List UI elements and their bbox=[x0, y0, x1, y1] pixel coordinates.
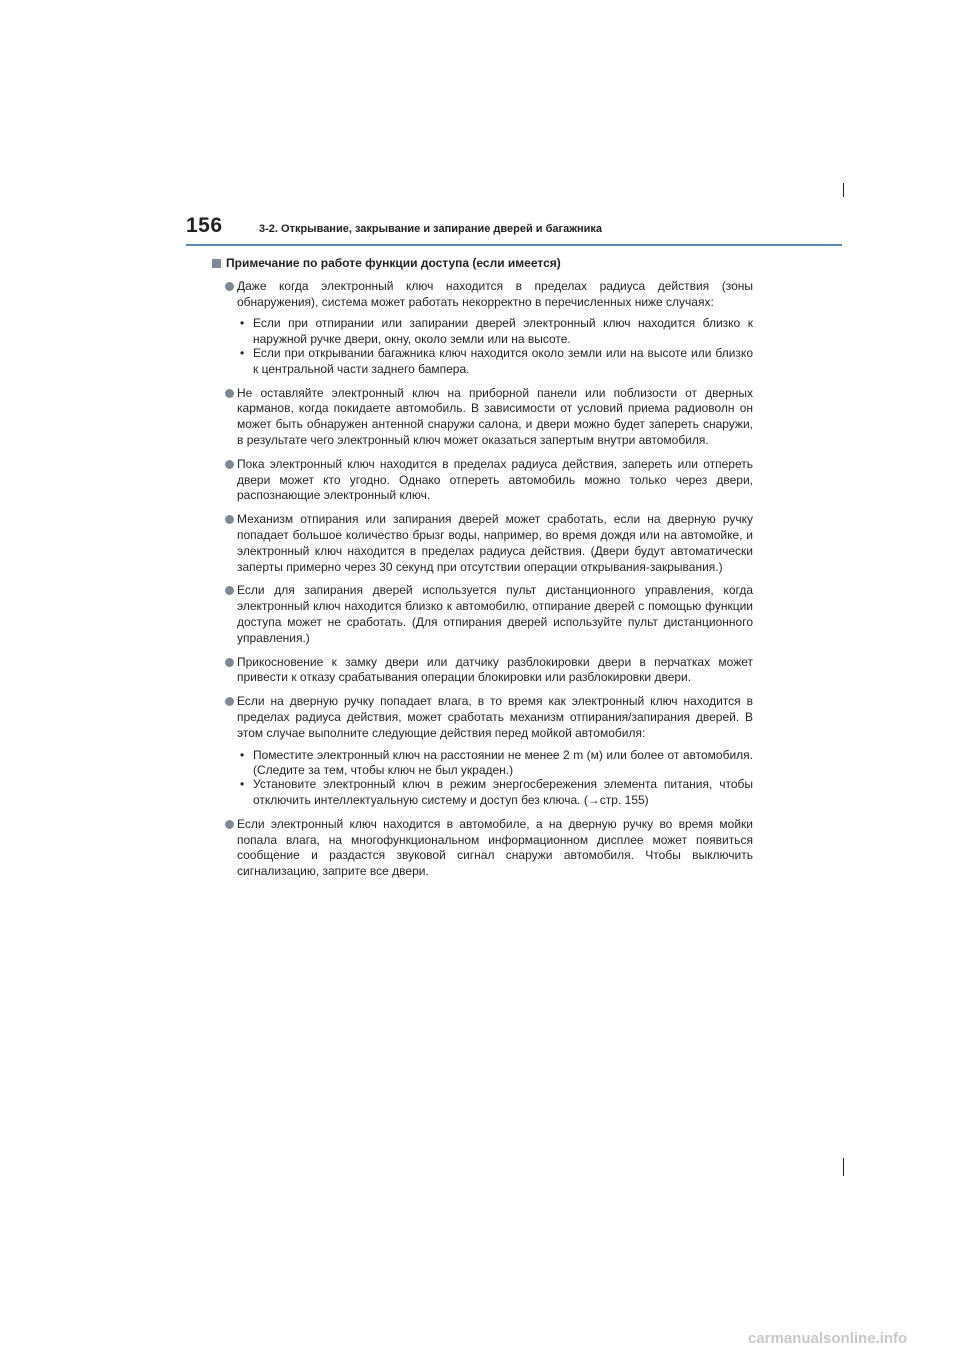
paragraph-text: Если на дверную ручку попадает влага, в то время как электронный ключ находится в пределах радиуса действия, может сработать механизм отпирания/запирания дверей. В этом случае выполните следующие действия перед мойкой автомобиля: bbox=[237, 694, 753, 740]
circle-bullet-icon bbox=[225, 389, 234, 398]
note-heading bbox=[212, 256, 753, 272]
bullet-icon: • bbox=[240, 777, 245, 792]
note-paragraph bbox=[212, 386, 753, 449]
paragraph-text: Не оставляйте электронный ключ на приборной панели или поблизости от дверных карманов, когда покидаете автомобиль. В зависимости от условий приема радиоволн он может быть обнаружен антенной снаружи салона, и двери можно будет запереть снаружи, в результате чего электронный ключ может оказаться запертым внутри автомобиля. bbox=[237, 385, 753, 447]
sub-list-text: Установите электронный ключ в режим энергосбережения элемента питания, чтобы отключить интеллектуальную систему и доступ без ключа. (→стр. 155) bbox=[253, 777, 753, 807]
sub-list-text: Если при отпирании или запирании дверей электронный ключ находится близко к наружной ручке двери, окну, около земли или на высоте. bbox=[253, 316, 753, 347]
note-paragraph bbox=[212, 655, 753, 687]
sub-list-item bbox=[212, 316, 753, 348]
note-heading-text: Примечание по работе функции доступа (если имеется) bbox=[226, 256, 561, 270]
section-header: 3-2. Открывание, закрывание и запирание дверей и багажника bbox=[259, 223, 603, 235]
sub-list-item bbox=[212, 346, 753, 378]
paragraph-text: Прикосновение к замку двери или датчику разблокировки двери в перчатках может привести к отказу срабатывания операции блокировки или разблокировки двери. bbox=[237, 654, 753, 685]
circle-bullet-icon bbox=[225, 697, 234, 706]
sub-list-item bbox=[212, 777, 753, 809]
bullet-icon: • bbox=[240, 747, 245, 762]
paragraph-text: Пока электронный ключ находится в пределах радиуса действия, запереть или отпереть двери может кто угодно. Однако отпереть автомобиль можно только через двери, распознающие электронный ключ. bbox=[237, 456, 753, 503]
sub-list bbox=[212, 316, 753, 377]
header-rule bbox=[186, 244, 842, 246]
crop-mark-top bbox=[843, 183, 844, 197]
crop-mark-bottom bbox=[843, 1158, 844, 1176]
sub-list-text: Поместите электронный ключ на расстоянии не менее 2 m (м) или более от автомобиля. (Следите за тем, чтобы ключ не был украден.) bbox=[253, 747, 753, 778]
circle-bullet-icon bbox=[225, 820, 234, 829]
note-paragraph bbox=[212, 457, 753, 504]
circle-bullet-icon bbox=[225, 282, 234, 291]
watermark: carmanualsonline.info bbox=[748, 1330, 908, 1347]
paragraph-text: Даже когда электронный ключ находится в пределах радиуса действия (зоны обнаружения), система может работать некорректно в перечисленных ниже случаях: bbox=[237, 278, 753, 309]
sub-list bbox=[212, 748, 753, 809]
note-paragraph bbox=[212, 279, 753, 311]
bullet-icon: • bbox=[240, 345, 245, 360]
bullet-icon: • bbox=[240, 316, 245, 331]
paragraph-text: Если для запирания дверей используется пульт дистанционного управления, когда электронный ключ находится близко к автомобилю, отпирание дверей с помощью функции доступа может не сработать. (Для отпирания дверей используйте пульт дистанционного управления.) bbox=[237, 583, 753, 645]
circle-bullet-icon bbox=[225, 460, 234, 469]
note-paragraph bbox=[212, 817, 753, 880]
page-number: 156 bbox=[186, 214, 223, 237]
sub-list-item bbox=[212, 748, 753, 780]
note-paragraph bbox=[212, 694, 753, 741]
note-paragraph bbox=[212, 512, 753, 575]
paragraph-text: Механизм отпирания или запирания дверей может сработать, если на дверную ручку попадает большое количество брызг воды, например, во время дождя или на автомойке, и электронный ключ находится в пределах радиуса действия. (Двери будут автоматически заперты примерно через 30 секунд при отсутствии операции открывания-закрывания.) bbox=[237, 512, 753, 574]
note-paragraph bbox=[212, 583, 753, 646]
paragraph-text: Если электронный ключ находится в автомобиле, а на дверную ручку во время мойки попала влага, на многофункциональном информационном дисплее может появиться сообщение и раздастся звуковой сигнал снаружи автомобиля. Чтобы выключить сигнализацию, заприте все двери. bbox=[237, 816, 753, 879]
sub-list-text: Если при открывании багажника ключ находится около земли или на высоте или близко к центральной части заднего бампера. bbox=[253, 345, 753, 376]
circle-bullet-icon bbox=[225, 586, 234, 595]
circle-bullet-icon bbox=[225, 658, 234, 667]
page-content bbox=[212, 256, 753, 888]
square-bullet-icon bbox=[212, 259, 221, 268]
circle-bullet-icon bbox=[225, 515, 234, 524]
